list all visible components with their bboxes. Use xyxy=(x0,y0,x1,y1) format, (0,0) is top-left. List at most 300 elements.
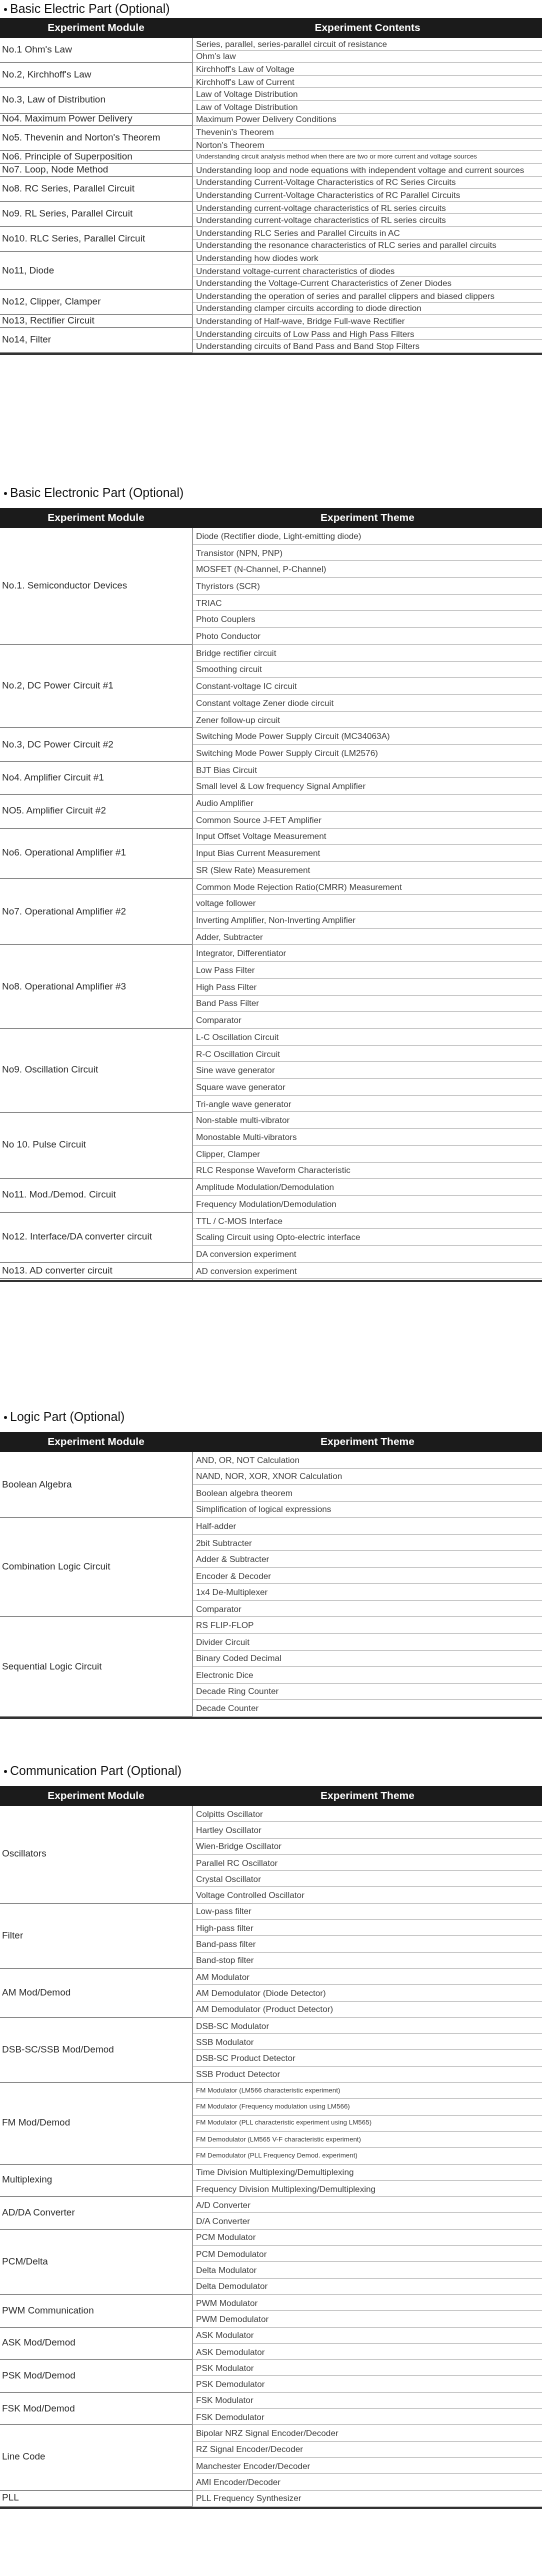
table-row xyxy=(193,528,542,545)
module-name: Boolean Algebra xyxy=(2,1479,72,1491)
module-name: No7. Loop, Node Method xyxy=(2,164,109,176)
theme-text: Frequency Division Multiplexing/Demultiplexing xyxy=(196,2183,376,2194)
theme-text: Switching Mode Power Supply Circuit (MC34063A) xyxy=(196,731,390,742)
theme-text: RS FLIP-FLOP xyxy=(196,1620,254,1631)
table-row xyxy=(193,578,542,595)
theme-text: Divider Circuit xyxy=(196,1636,250,1647)
table-row xyxy=(193,895,542,912)
module-name: No7. Operational Amplifier #2 xyxy=(2,906,127,918)
theme-text: FM Demodulator (LM565 V-F characteristic experiment) xyxy=(196,2136,362,2144)
theme-text: Law of Voltage Distribution xyxy=(196,101,298,112)
theme-text: FM Demodulator (PLL Frequency Demod. experiment) xyxy=(196,2152,358,2160)
module-cell xyxy=(0,151,192,164)
theme-text: DSB-SC Product Detector xyxy=(196,2053,296,2064)
module-name: Combination Logic Circuit xyxy=(2,1561,111,1573)
theme-text: Thevenin's Theorem xyxy=(196,126,274,137)
theme-text: BJT Bias Circuit xyxy=(196,764,257,775)
table-row xyxy=(193,1551,542,1568)
module-cell xyxy=(0,829,192,879)
table-row xyxy=(193,795,542,812)
section-title-text: Logic Part (Optional) xyxy=(10,1410,125,1424)
theme-text: Low Pass Filter xyxy=(196,965,255,976)
table-row xyxy=(193,2148,542,2164)
theme-text: RLC Response Waveform Characteristic xyxy=(196,1165,351,1176)
bullet-icon xyxy=(4,492,7,495)
module-cell xyxy=(0,114,192,127)
module-name: No14, Filter xyxy=(2,334,52,346)
module-name: No13, Rectifier Circuit xyxy=(2,315,95,327)
table-row xyxy=(193,1079,542,1096)
section-title-text: Basic Electronic Part (Optional) xyxy=(10,486,184,500)
module-cell xyxy=(0,2018,192,2083)
module-cell xyxy=(0,202,192,227)
module-cell xyxy=(0,315,192,328)
theme-text: A/D Converter xyxy=(196,2199,251,2210)
table-row xyxy=(193,545,542,562)
table-row xyxy=(193,712,542,729)
theme-text: Electronic Dice xyxy=(196,1669,254,1680)
theme-text: Tri-angle wave generator xyxy=(196,1098,292,1109)
table-row xyxy=(193,51,542,64)
theme-text: AM Modulator xyxy=(196,1971,250,1982)
table-row xyxy=(193,2279,542,2295)
theme-text: DA conversion experiment xyxy=(196,1248,297,1259)
module-cell xyxy=(0,1263,192,1280)
module-cell xyxy=(0,63,192,88)
table-bottom-rule xyxy=(0,1280,542,1282)
module-name: No12. Interface/DA converter circuit xyxy=(2,1231,152,1243)
table-row xyxy=(193,1469,542,1486)
table-row xyxy=(193,762,542,779)
table-row xyxy=(193,1920,542,1936)
theme-text: Norton's Theorem xyxy=(196,139,265,150)
table-row xyxy=(193,2099,542,2115)
table-row xyxy=(193,2051,542,2067)
theme-text: SSB Product Detector xyxy=(196,2069,281,2080)
table-row xyxy=(193,227,542,240)
theme-text: Maximum Power Delivery Conditions xyxy=(196,114,337,125)
table-row xyxy=(193,1667,542,1684)
theme-text: Understanding Current-Voltage Characteristics of RC Parallel Circuits xyxy=(196,189,461,200)
theme-text: PSK Demodulator xyxy=(196,2379,265,2390)
table-row xyxy=(193,139,542,152)
theme-text: Kirchhoff's Law of Current xyxy=(196,76,295,87)
module-name: No.3, Law of Distribution xyxy=(2,94,106,106)
table-header xyxy=(0,1786,542,1806)
table-row xyxy=(193,1634,542,1651)
theme-text: Constant-voltage IC circuit xyxy=(196,681,297,692)
module-name: No4. Maximum Power Delivery xyxy=(2,113,133,125)
theme-text: Understanding circuits of Low Pass and High Pass Filters xyxy=(196,328,415,339)
theme-text: Understanding clamper circuits according to diode direction xyxy=(196,303,422,314)
theme-text: AD conversion experiment xyxy=(196,1265,297,1276)
module-cell xyxy=(0,1806,192,1904)
theme-text: Band-stop filter xyxy=(196,1955,254,1966)
table-row xyxy=(193,1062,542,1079)
table-row xyxy=(193,2230,542,2246)
theme-text: MOSFET (N-Channel, P-Channel) xyxy=(196,564,327,575)
table-row xyxy=(193,114,542,127)
table-row xyxy=(193,2034,542,2050)
module-cell xyxy=(0,762,192,795)
table-row xyxy=(193,1888,542,1904)
module-cell xyxy=(0,2197,192,2230)
module-cell xyxy=(0,1179,192,1212)
theme-text: Small level & Low frequency Signal Amplifier xyxy=(196,781,366,792)
table-row xyxy=(193,277,542,290)
bullet-icon xyxy=(4,8,7,11)
module-cell xyxy=(0,728,192,761)
table-header xyxy=(0,1432,542,1452)
theme-text: Frequency Modulation/Demodulation xyxy=(196,1198,337,1209)
table-row xyxy=(193,2377,542,2393)
theme-text: Understanding current-voltage characteristics of RL series circuits xyxy=(196,215,446,226)
theme-text: Inverting Amplifier, Non-Inverting Amplifier xyxy=(196,914,356,925)
table-row xyxy=(193,189,542,202)
module-name: No6. Principle of Superposition xyxy=(2,151,133,163)
theme-text: Amplitude Modulation/Demodulation xyxy=(196,1182,335,1193)
table-row xyxy=(193,2116,542,2132)
table-row xyxy=(193,2067,542,2083)
module-name: Filter xyxy=(2,1930,24,1942)
theme-text: Understanding loop and node equations with independent voltage and current sources xyxy=(196,164,525,175)
module-name: No.2, DC Power Circuit #1 xyxy=(2,680,114,692)
column-divider xyxy=(192,38,193,353)
table-row xyxy=(193,996,542,1013)
table-row xyxy=(193,2344,542,2360)
table-row xyxy=(193,2328,542,2344)
theme-text: SR (Slew Rate) Measurement xyxy=(196,864,311,875)
table-row xyxy=(193,2425,542,2441)
theme-text: Understanding current-voltage characteristics of RL series circuits xyxy=(196,202,446,213)
table-row xyxy=(193,2295,542,2311)
table-row xyxy=(193,1651,542,1668)
module-name: PCM/Delta xyxy=(2,2256,48,2268)
table-row xyxy=(193,1936,542,1952)
section-title-text: Basic Electric Part (Optional) xyxy=(10,2,170,16)
table-row xyxy=(193,1969,542,1985)
theme-text: Bridge rectifier circuit xyxy=(196,647,277,658)
theme-text: Delta Modulator xyxy=(196,2265,257,2276)
module-name: DSB-SC/SSB Mod/Demod xyxy=(2,2044,114,2056)
table-row xyxy=(193,214,542,227)
table-row xyxy=(193,912,542,929)
theme-text: Input Offset Voltage Measurement xyxy=(196,831,327,842)
header-theme: Experiment Theme xyxy=(320,512,415,524)
module-name: PSK Mod/Demod xyxy=(2,2370,76,2382)
theme-text: Understanding RLC Series and Parallel Circuits in AC xyxy=(196,227,400,238)
module-name: No10. RLC Series, Parallel Circuit xyxy=(2,233,146,245)
table-row xyxy=(193,1518,542,1535)
module-name: No9. Oscillation Circuit xyxy=(2,1064,99,1076)
module-cell xyxy=(0,946,192,1030)
module-cell xyxy=(0,1969,192,2018)
section-title xyxy=(0,484,184,502)
table-header xyxy=(0,508,542,528)
theme-text: 2bit Subtracter xyxy=(196,1537,252,1548)
header-theme: Experiment Theme xyxy=(320,1436,415,1448)
table-row xyxy=(193,1985,542,2001)
table-row xyxy=(193,202,542,215)
module-cell xyxy=(0,1113,192,1180)
theme-text: Square wave generator xyxy=(196,1081,286,1092)
table-row xyxy=(193,662,542,679)
table-row xyxy=(193,1684,542,1701)
theme-text: Integrator, Differentiator xyxy=(196,948,287,959)
table-row xyxy=(193,1584,542,1601)
module-name: No8. Operational Amplifier #3 xyxy=(2,981,127,993)
module-cell xyxy=(0,1518,192,1617)
theme-text: Binary Coded Decimal xyxy=(196,1653,282,1664)
section-title-text: Communication Part (Optional) xyxy=(10,1764,182,1778)
module-cell xyxy=(0,2230,192,2295)
table-row xyxy=(193,38,542,51)
theme-text: Hartley Oscillator xyxy=(196,1824,262,1835)
theme-text: FM Modulator (LM566 characteristic experiment) xyxy=(196,2087,341,2095)
table-row xyxy=(193,962,542,979)
table-row xyxy=(193,1601,542,1618)
table-bottom-rule xyxy=(0,353,542,355)
module-name: No4. Amplifier Circuit #1 xyxy=(2,772,104,784)
module-cell xyxy=(0,328,192,353)
table-row xyxy=(193,745,542,762)
bullet-icon xyxy=(4,1770,7,1773)
theme-text: Audio Amplifier xyxy=(196,798,254,809)
theme-text: Common Mode Rejection Ratio(CMRR) Measurement xyxy=(196,881,402,892)
theme-text: PCM Demodulator xyxy=(196,2248,267,2259)
theme-text: Zener follow-up circuit xyxy=(196,714,281,725)
section-title xyxy=(0,0,170,18)
theme-text: Clipper, Clamper xyxy=(196,1148,260,1159)
theme-text: R-C Oscillation Circuit xyxy=(196,1048,281,1059)
table-row xyxy=(193,829,542,846)
table-row xyxy=(193,1246,542,1263)
table-row xyxy=(193,1096,542,1113)
module-name: No11, Diode xyxy=(2,265,55,277)
table-row xyxy=(193,2214,542,2230)
theme-text: ASK Modulator xyxy=(196,2330,254,2341)
theme-text: PSK Modulator xyxy=(196,2362,254,2373)
module-name: No12, Clipper, Clamper xyxy=(2,296,101,308)
theme-text: Time Division Multiplexing/Demultiplexing xyxy=(196,2167,354,2178)
module-cell xyxy=(0,2328,192,2361)
module-cell xyxy=(0,528,192,645)
table-row xyxy=(193,1012,542,1029)
table-row xyxy=(193,2165,542,2181)
theme-text: voltage follower xyxy=(196,898,256,909)
theme-text: Decade Ring Counter xyxy=(196,1686,279,1697)
header-module: Experiment Module xyxy=(47,512,145,524)
table-row xyxy=(193,1029,542,1046)
table-row xyxy=(193,2393,542,2409)
module-cell xyxy=(0,2425,192,2490)
theme-text: Transistor (NPN, PNP) xyxy=(196,547,283,558)
module-name: No6. Operational Amplifier #1 xyxy=(2,847,127,859)
module-cell xyxy=(0,2165,192,2198)
module-name: No9. RL Series, Parallel Circuit xyxy=(2,208,133,220)
table-row xyxy=(193,1904,542,1920)
table-row xyxy=(193,1196,542,1213)
module-name: No.1 Ohm's Law xyxy=(2,44,72,56)
theme-text: Crystal Oscillator xyxy=(196,1873,261,1884)
theme-text: Non-stable multi-vibrator xyxy=(196,1115,290,1126)
theme-text: Voltage Controlled Oscillator xyxy=(196,1890,305,1901)
theme-text: Common Source J-FET Amplifier xyxy=(196,814,322,825)
table-row xyxy=(193,1502,542,1519)
module-name: Multiplexing xyxy=(2,2174,53,2186)
theme-text: Decade Counter xyxy=(196,1703,259,1714)
theme-text: Adder & Subtracter xyxy=(196,1554,270,1565)
module-name: Sequential Logic Circuit xyxy=(2,1661,102,1673)
table-row xyxy=(193,1129,542,1146)
theme-text: Diode (Rectifier diode, Light-emitting diode) xyxy=(196,530,362,541)
table-row xyxy=(193,101,542,114)
module-cell xyxy=(0,2083,192,2165)
theme-text: FM Modulator (Frequency modulation using LM566) xyxy=(196,2103,350,2111)
theme-text: Photo Conductor xyxy=(196,631,261,642)
module-cell xyxy=(0,88,192,113)
table-row xyxy=(193,2442,542,2458)
table-row xyxy=(193,728,542,745)
section-title xyxy=(0,1408,125,1426)
module-name: ASK Mod/Demod xyxy=(2,2337,76,2349)
table-row xyxy=(193,2458,542,2474)
module-cell xyxy=(0,1213,192,1263)
theme-text: Understanding Current-Voltage Characteristics of RC Series Circuits xyxy=(196,177,456,188)
module-cell xyxy=(0,164,192,177)
theme-text: High Pass Filter xyxy=(196,981,257,992)
theme-text: Encoder & Decoder xyxy=(196,1570,271,1581)
theme-text: DSB-SC Modulator xyxy=(196,2020,270,2031)
table-row xyxy=(193,2409,542,2425)
module-name: Oscillators xyxy=(2,1848,47,1860)
theme-text: Band-pass filter xyxy=(196,1939,256,1950)
header-module: Experiment Module xyxy=(47,22,145,34)
theme-text: Thyristors (SCR) xyxy=(196,580,260,591)
module-cell xyxy=(0,2491,192,2507)
table-row xyxy=(193,929,542,946)
module-name: No8. RC Series, Parallel Circuit xyxy=(2,183,135,195)
theme-text: Kirchhoff's Law of Voltage xyxy=(196,63,295,74)
theme-text: Comparator xyxy=(196,1603,242,1614)
module-name: No.1. Semiconductor Devices xyxy=(2,580,128,592)
theme-text: ASK Demodulator xyxy=(196,2346,265,2357)
theme-text: Band Pass Filter xyxy=(196,998,260,1009)
theme-text: RZ Signal Encoder/Decoder xyxy=(196,2444,303,2455)
table-row xyxy=(193,1113,542,1130)
bullet-icon xyxy=(4,1416,7,1419)
theme-text: Input Bias Current Measurement xyxy=(196,848,321,859)
theme-text: SSB Modulator xyxy=(196,2036,254,2047)
table-header xyxy=(0,18,542,38)
table-row xyxy=(193,879,542,896)
table-row xyxy=(193,595,542,612)
module-cell xyxy=(0,126,192,151)
theme-text: Understanding the operation of series and parallel clippers and biased clippers xyxy=(196,290,495,301)
header-theme: Experiment Contents xyxy=(314,22,421,34)
header-module: Experiment Module xyxy=(47,1436,145,1448)
theme-text: 1x4 De-Multiplexer xyxy=(196,1587,268,1598)
table-row xyxy=(193,2246,542,2262)
theme-text: Sine wave generator xyxy=(196,1065,275,1076)
table-row xyxy=(193,1213,542,1230)
table-row xyxy=(193,2360,542,2376)
table-row xyxy=(193,946,542,963)
module-cell xyxy=(0,38,192,63)
table-row xyxy=(193,315,542,328)
module-cell xyxy=(0,252,192,290)
theme-text: Series, parallel, series-parallel circuit of resistance xyxy=(196,38,388,49)
table-bottom-rule xyxy=(0,1717,542,1719)
module-name: PWM Communication xyxy=(2,2305,94,2317)
table-row xyxy=(193,628,542,645)
table-row xyxy=(193,2197,542,2213)
table-row xyxy=(193,2474,542,2490)
theme-text: TRIAC xyxy=(196,597,222,608)
table-row xyxy=(193,1485,542,1502)
table-row xyxy=(193,2311,542,2327)
module-name: NO5. Amplifier Circuit #2 xyxy=(2,805,107,817)
module-cell xyxy=(0,1618,192,1717)
table-row xyxy=(193,862,542,879)
module-cell xyxy=(0,645,192,729)
theme-text: Scaling Circuit using Opto-electric interface xyxy=(196,1232,361,1243)
theme-text: AM Demodulator (Product Detector) xyxy=(196,2004,334,2015)
theme-text: High-pass filter xyxy=(196,1922,254,1933)
table-row xyxy=(193,1568,542,1585)
module-cell xyxy=(0,2393,192,2426)
table-row xyxy=(193,340,542,353)
module-name: Line Code xyxy=(2,2451,46,2463)
theme-text: Understanding the Voltage-Current Characteristics of Zener Diodes xyxy=(196,278,452,289)
table-row xyxy=(193,2083,542,2099)
table-row xyxy=(193,1953,542,1969)
theme-text: Boolean algebra theorem xyxy=(196,1487,293,1498)
theme-text: Ohm's law xyxy=(196,51,236,62)
table-row xyxy=(193,290,542,303)
module-name: FSK Mod/Demod xyxy=(2,2403,75,2415)
table-row xyxy=(193,151,542,164)
table-row xyxy=(193,1618,542,1635)
theme-text: D/A Converter xyxy=(196,2216,250,2227)
table-row xyxy=(193,328,542,341)
table-row xyxy=(193,1452,542,1469)
table-bottom-rule xyxy=(0,2507,542,2509)
module-cell xyxy=(0,1029,192,1113)
table-row xyxy=(193,63,542,76)
table-row xyxy=(193,76,542,89)
theme-text: Understand voltage-current characteristics of diodes xyxy=(196,265,395,276)
theme-text: PCM Modulator xyxy=(196,2232,256,2243)
module-name: PLL xyxy=(2,2492,19,2504)
table-row xyxy=(193,240,542,253)
theme-text: Wien-Bridge Oscillator xyxy=(196,1841,282,1852)
theme-text: L-C Oscillation Circuit xyxy=(196,1031,279,1042)
table-row xyxy=(193,1839,542,1855)
column-divider xyxy=(192,1806,193,2507)
table-row xyxy=(193,695,542,712)
table-row xyxy=(193,612,542,629)
table-row xyxy=(193,2491,542,2507)
header-module: Experiment Module xyxy=(47,1790,145,1802)
theme-text: Understanding circuit analysis method when there are two or more current and voltage sources xyxy=(196,153,478,161)
column-divider xyxy=(192,528,193,1280)
table-row xyxy=(193,1263,542,1280)
table-row xyxy=(193,1855,542,1871)
table-row xyxy=(193,1535,542,1552)
module-cell xyxy=(0,795,192,828)
theme-text: Simplification of logical expressions xyxy=(196,1504,332,1515)
